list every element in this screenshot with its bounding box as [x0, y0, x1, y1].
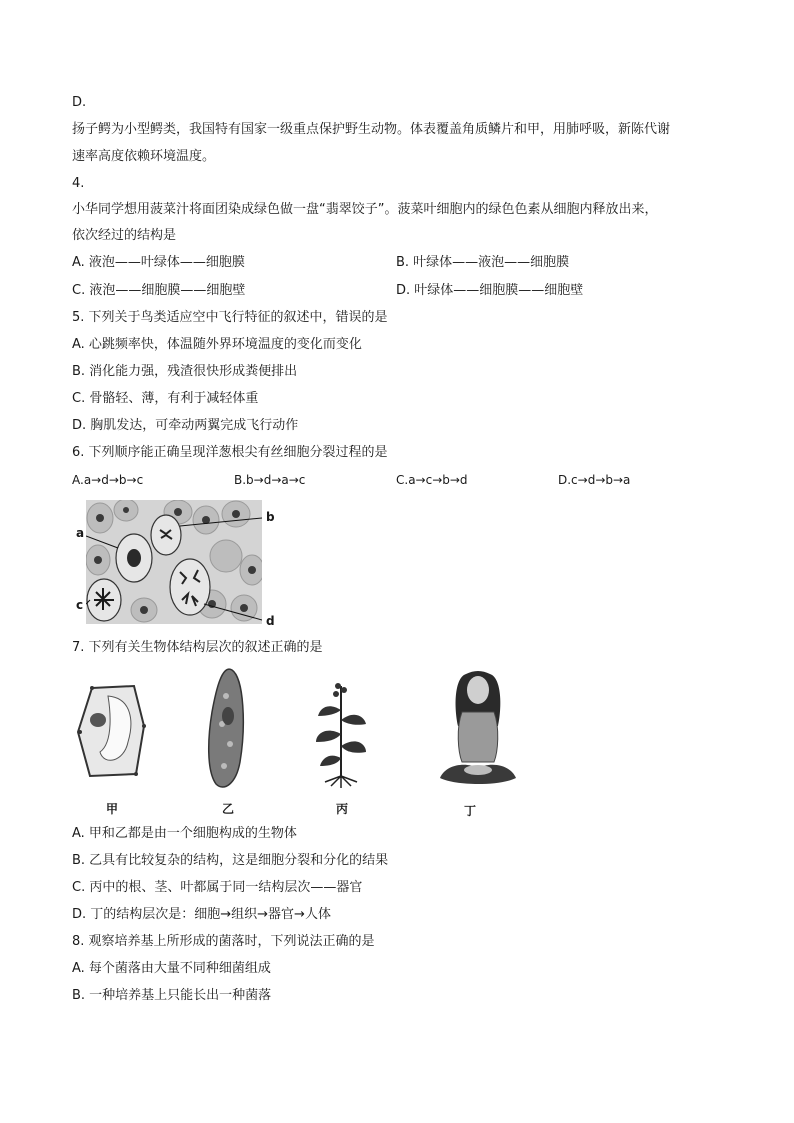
paramecium-illustration [204, 666, 248, 794]
q4-option-d: D. 叶绿体——细胞膜——细胞壁 [396, 283, 584, 298]
q4-stem-line2: 依次经过的结构是 [72, 228, 177, 243]
onion-root-tip-micrograph [86, 500, 262, 624]
figure-label-b: b [266, 510, 275, 524]
flowering-plant-illustration [312, 680, 370, 788]
figure-label-a: a [76, 526, 85, 540]
q3-option-d-text-line1: 扬子鳄为小型鳄类，我国特有国家一级重点保护野生动物。体表覆盖角质鳞片和甲，用肺呼吸，新陈代谢 [72, 122, 671, 137]
q7-option-c: C. 丙中的根、茎、叶都属于同一结构层次——器官 [72, 880, 363, 895]
q6-option-c: C.a→c→b→d [396, 473, 468, 487]
caption-jia: 甲 [106, 802, 119, 816]
q3-option-d-label: D. [72, 95, 87, 110]
q4-option-b: B. 叶绿体——液泡——细胞膜 [396, 255, 570, 270]
plant-cell-illustration [74, 682, 150, 780]
caption-yi: 乙 [222, 802, 235, 816]
q8-stem: 8. 观察培养基上所形成的菌落时，下列说法正确的是 [72, 934, 375, 949]
q5-option-b: B. 消化能力强，残渣很快形成粪便排出 [72, 364, 298, 379]
q7-stem: 7. 下列有关生物体结构层次的叙述正确的是 [72, 640, 323, 655]
q5-option-a: A. 心跳频率快，体温随外界环境温度的变化而变化 [72, 337, 362, 352]
q6-option-a: A.a→d→b→c [72, 473, 144, 487]
caption-ding: 丁 [464, 804, 477, 818]
figure-label-c: c [76, 598, 84, 612]
q4-stem-line1: 小华同学想用菠菜汁将面团染成绿色做一盘“翡翠饺子”。菠菜叶细胞内的绿色色素从细胞内释放出来， [72, 202, 658, 217]
q3-option-d-text-line2: 速率高度依赖环境温度。 [72, 149, 216, 164]
q7-option-d: D. 丁的结构层次是：细胞→组织→器官→人体 [72, 907, 331, 922]
q8-option-b: B. 一种培养基上只能长出一种菌落 [72, 988, 272, 1003]
q7-option-a: A. 甲和乙都是由一个细胞构成的生物体 [72, 826, 297, 841]
q6-stem: 6. 下列顺序能正确呈现洋葱根尖有丝细胞分裂过程的是 [72, 445, 388, 460]
q4-option-c: C. 液泡——细胞膜——细胞壁 [72, 283, 246, 298]
caption-bing: 丙 [336, 802, 349, 816]
q8-option-a: A. 每个菌落由大量不同种细菌组成 [72, 961, 271, 976]
q5-option-c: C. 骨骼轻、薄，有利于减轻体重 [72, 391, 259, 406]
q7-option-b: B. 乙具有比较复杂的结构，这是细胞分裂和分化的结果 [72, 853, 389, 868]
q5-option-d: D. 胸肌发达，可牵动两翼完成飞行动作 [72, 418, 299, 433]
q4-option-a: A. 液泡——叶绿体——细胞膜 [72, 255, 245, 270]
q6-option-b: B.b→d→a→c [234, 473, 306, 487]
q4-number: 4. [72, 176, 85, 191]
girl-sitting-illustration [436, 668, 520, 788]
q5-stem: 5. 下列关于鸟类适应空中飞行特征的叙述中，错误的是 [72, 310, 388, 325]
q6-option-d: D.c→d→b→a [558, 473, 631, 487]
figure-label-d: d [266, 614, 275, 628]
